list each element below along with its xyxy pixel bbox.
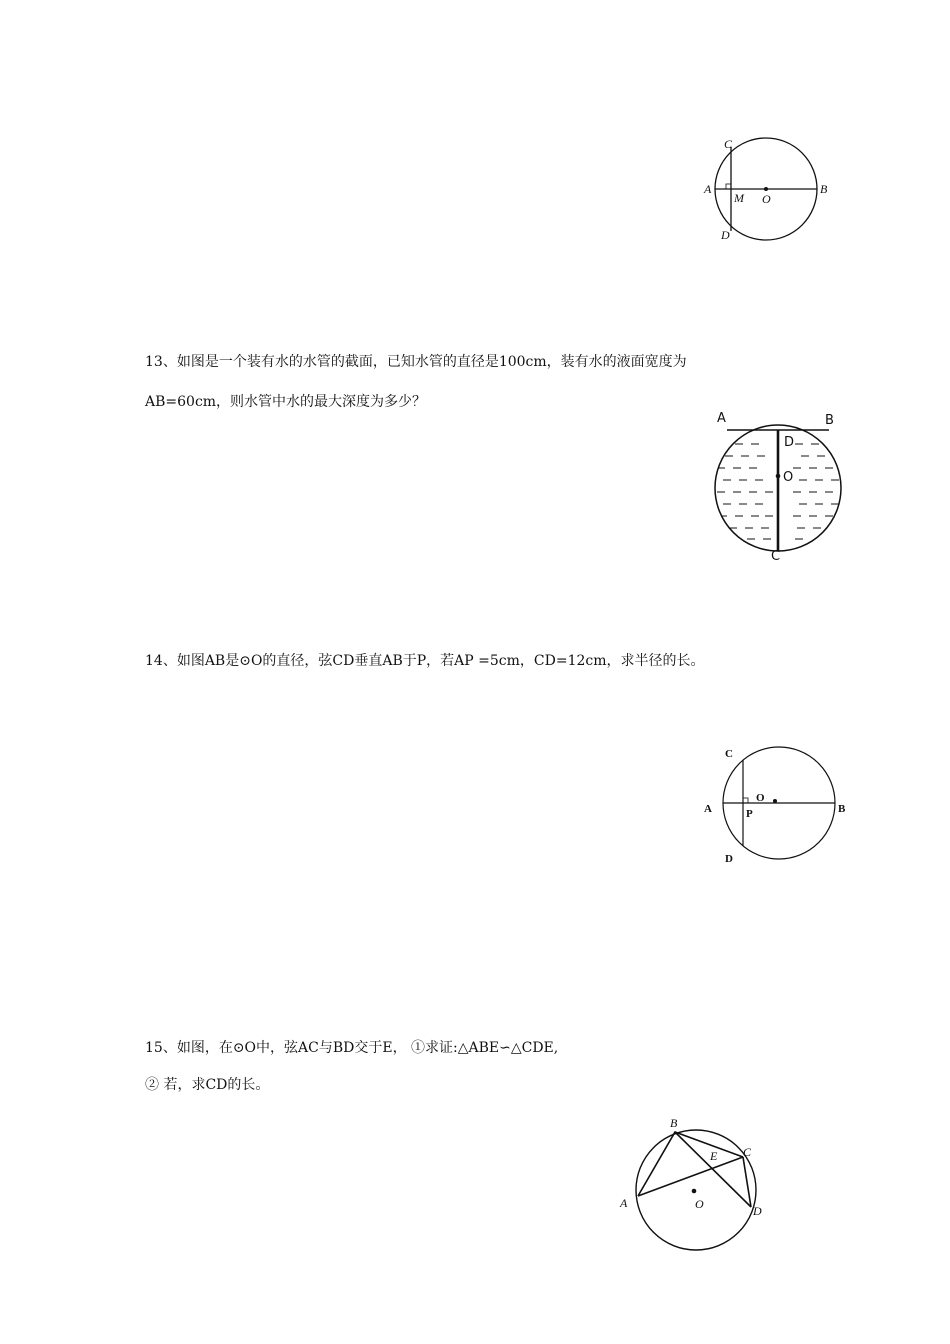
right-angle-mark xyxy=(726,184,731,189)
segment-a-b xyxy=(638,1132,743,1196)
label-a: A xyxy=(704,803,712,815)
center-point xyxy=(764,187,768,191)
label-a: A xyxy=(717,411,726,426)
label-b: B xyxy=(670,1116,678,1130)
center-point xyxy=(773,799,777,803)
question-13-line-1: 13、如图是一个装有水的水管的截面，已知水管的直径是100cm，装有水的液面宽度为 xyxy=(145,354,687,370)
label-m: M xyxy=(734,191,744,205)
question-15-line-2: ② 若，求CD的长。 xyxy=(145,1077,270,1093)
label-a: A xyxy=(620,1196,628,1210)
center-point xyxy=(776,474,781,479)
label-o: O xyxy=(783,470,794,485)
label-c: C xyxy=(725,748,733,760)
label-c: C xyxy=(743,1145,752,1159)
chord-ac xyxy=(638,1157,743,1196)
question-13-line-2: AB=60cm，则水管中水的最大深度为多少？ xyxy=(145,394,427,410)
label-a: A xyxy=(704,182,712,196)
label-c: C xyxy=(771,549,781,564)
figure-chord-perpendicular-diameter xyxy=(700,135,840,245)
label-o: O xyxy=(695,1197,704,1211)
label-o: O xyxy=(756,792,765,804)
label-d: D xyxy=(784,435,795,450)
right-angle-mark xyxy=(743,798,748,803)
figure-intersecting-chords xyxy=(615,1115,775,1260)
label-c: C xyxy=(724,137,733,151)
label-b: B xyxy=(838,803,846,815)
label-d: D xyxy=(725,853,733,865)
figure-diameter-chord-p xyxy=(700,742,855,872)
label-d: D xyxy=(753,1204,762,1218)
label-d: D xyxy=(721,228,730,242)
label-o: O xyxy=(762,192,771,206)
figure-water-pipe-cross-section xyxy=(705,408,855,568)
chord-bd xyxy=(675,1132,751,1207)
label-e: E xyxy=(710,1149,718,1163)
center-point xyxy=(692,1189,697,1194)
question-15-line-1: 15、如图，在⊙O中，弦AC与BD交于E， ①求证:△ABE∽△CDE, xyxy=(145,1040,559,1056)
label-p: P xyxy=(746,808,753,820)
label-b: B xyxy=(820,182,828,196)
question-14-line-1: 14、如图AB是⊙O的直径，弦CD垂直AB于P，若AP =5cm，CD=12cm，求半径的长。 xyxy=(145,653,705,669)
label-b: B xyxy=(825,413,834,428)
